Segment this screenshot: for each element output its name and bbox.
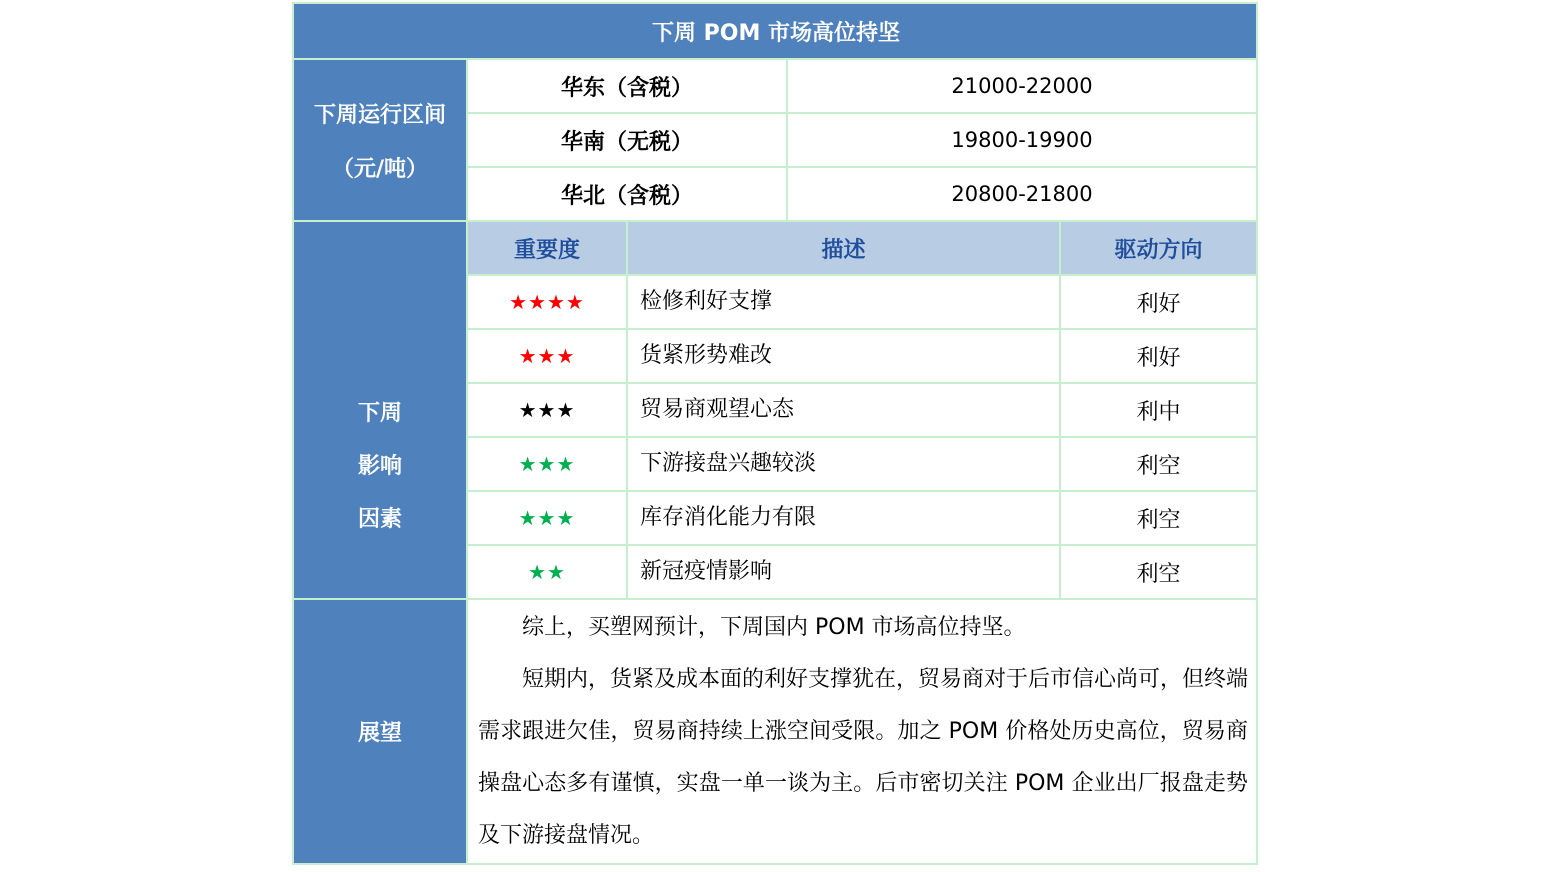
table-title: 下周 POM 市场高位持坚 — [294, 4, 1258, 58]
importance-stars: ★★★ — [518, 398, 576, 422]
price-range-label-line2: （元/吨） — [331, 157, 429, 182]
importance-stars: ★★★ — [518, 452, 576, 476]
factor-direction: 利好 — [1136, 291, 1181, 317]
factor-description: 下游接盘兴趣较淡 — [640, 451, 817, 476]
outlook-paragraph-1: 综上，买塑网预计，下周国内 POM 市场高位持坚。 — [522, 615, 1026, 640]
outlook-label: 展望 — [294, 599, 466, 864]
price-range-cell: 19800-19900 — [951, 128, 1093, 152]
factors-label-line3: 因素 — [357, 507, 402, 532]
price-range-cell: 21000-22000 — [951, 74, 1093, 98]
factor-description: 检修利好支撑 — [640, 289, 773, 314]
price-range-label — [294, 58, 466, 220]
factors-label — [294, 220, 466, 599]
price-range-label-line1: 下周运行区间 — [313, 103, 446, 128]
factor-direction: 利空 — [1136, 453, 1181, 479]
header-direction: 驱动方向 — [1061, 222, 1256, 274]
factors-label-line2: 影响 — [357, 454, 402, 479]
importance-stars: ★★★★ — [509, 290, 585, 314]
factor-description: 新冠疫情影响 — [640, 559, 773, 584]
factors-label-line1: 下周 — [357, 401, 402, 426]
importance-stars: ★★ — [528, 560, 566, 584]
factor-direction: 利空 — [1136, 561, 1181, 587]
header-importance: 重要度 — [468, 222, 626, 274]
outlook-text — [478, 602, 1248, 862]
importance-stars: ★★★ — [518, 506, 576, 530]
factor-direction: 利空 — [1136, 507, 1181, 533]
price-region-cell: 华北（含税） — [560, 183, 693, 209]
price-region-cell: 华东（含税） — [560, 75, 693, 101]
importance-stars: ★★★ — [518, 344, 576, 368]
outlook-paragraph-2: 短期内，货紧及成本面的利好支撑犹在，贸易商对于后市信心尚可，但终端需求跟进欠佳，贸易商持续上涨空间受限。加之 POM 价格处历史高位，贸易商操盘心态多有谨慎，实盘一单一谈为主。后市密切关注 POM 企业出厂报盘走势及下游接盘情况。 — [478, 667, 1249, 848]
factor-description: 库存消化能力有限 — [640, 505, 817, 530]
price-range-cell: 20800-21800 — [951, 182, 1093, 206]
factor-direction: 利好 — [1136, 345, 1181, 371]
factor-direction: 利中 — [1136, 399, 1181, 425]
factor-description: 货紧形势难改 — [640, 343, 773, 368]
header-description: 描述 — [628, 222, 1059, 274]
price-region-cell: 华南（无税） — [560, 129, 693, 155]
factor-description: 贸易商观望心态 — [640, 397, 795, 422]
